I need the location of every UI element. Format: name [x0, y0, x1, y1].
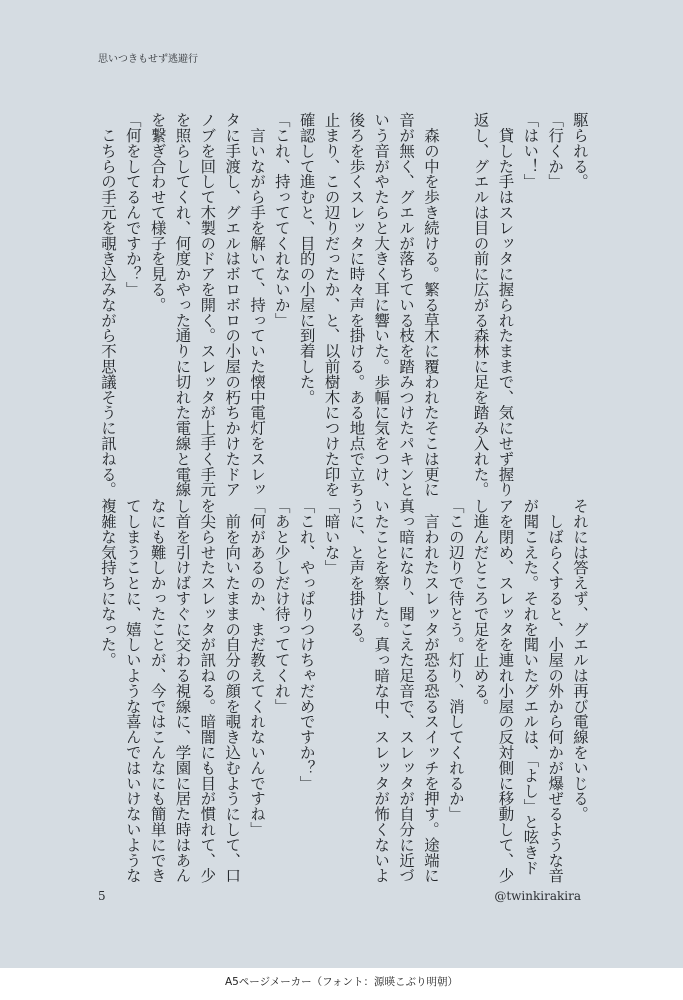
text-line: し首を引けばすぐに交わる視線に、学園に居た時はあん	[173, 498, 192, 883]
text-line: 「これ、やっぱりつけちゃだめですか？」	[297, 498, 316, 791]
text-line: 音が無く、グエルが落ちている枝を踏みつけたパキンと	[397, 112, 416, 497]
text-line: 「この辺りで待とう。灯り、消してくれるか」	[446, 498, 465, 822]
author-handle: @twinkirakira	[494, 889, 581, 903]
text-line: し進んだところで足を止める。	[471, 498, 490, 714]
text-line: 前を向いたままの自分の顔を覗き込むようにして、口	[223, 498, 242, 883]
text-line: しばらくすると、小屋の外から何かが爆ぜるような音	[546, 498, 565, 883]
text-line: 「行くか」	[546, 112, 565, 189]
text-line: 確認して進むと、目的の小屋に到着した。	[297, 112, 316, 405]
text-line: いたことを察した。真っ暗な中、スレッタが怖くないよ	[372, 498, 391, 883]
text-line: なにも難しかったことが、今ではこんなにも簡単にでき	[148, 498, 167, 883]
text-line: いう音がやたらと大きく耳に響いた。歩幅に気をつけ、	[372, 112, 391, 497]
text-line: 貸した手はスレッタに握られたままで、気にせず握り	[496, 112, 515, 497]
text-line: 「暗いな」	[322, 498, 341, 575]
text-line: を繋ぎ合わせて様子を見る。	[148, 112, 167, 313]
text-line: うに、と声を掛ける。	[347, 498, 366, 652]
page-number: 5	[98, 889, 106, 903]
text-block-bottom	[95, 498, 592, 883]
text-line: を照らしてくれ、何度かやった通りに切れた電線と電線	[173, 112, 192, 497]
text-line: 「はい！」	[521, 112, 540, 189]
text-line: 後ろを歩くスレッタに時々声を掛ける。ある地点で立ち	[347, 112, 366, 497]
text-line: こちらの手元を覗き込みながら不思議そうに訊ねる。	[98, 112, 117, 497]
text-line: ノブを回して木製のドアを開く。スレッタが上手く手元	[198, 112, 217, 497]
text-line: 複雑な気持ちになった。	[98, 498, 117, 668]
text-line: が聞こえた。それを聞いたグエルは、「よし」と呟きド	[521, 498, 540, 876]
text-line: タに手渡し、グエルはボロボロの小屋の朽ちかけたドア	[223, 112, 242, 497]
text-line: 言われたスレッタが恐る恐るスイッチを押す。途端に	[421, 498, 440, 883]
text-line: てしまうことに、嬉しいような喜んではいけないような	[123, 498, 142, 883]
text-block-top	[95, 112, 592, 497]
text-line	[443, 112, 468, 497]
text-line: アを閉め、スレッタを連れ小屋の反対側に移動して、少	[496, 498, 515, 883]
running-head-title: 思いつきもせず逃避行	[98, 54, 198, 65]
generator-caption: A5ページメーカー（フォント：源暎こぶり明朝）	[224, 976, 459, 988]
text-line: 返し、グエルは目の前に広がる森林に足を踏み入れた。	[471, 112, 490, 497]
text-line: 駆られる。	[571, 112, 589, 189]
text-line: 「何をしてるんですか？」	[123, 112, 142, 297]
text-line: 真っ暗になり、聞こえた足音で、スレッタが自分に近づ	[397, 498, 416, 883]
text-line: 言いながら手を解いて、持っていた懐中電灯をスレッ	[248, 112, 267, 497]
text-line: それには答えず、グエルは再び電線をいじる。	[571, 498, 589, 822]
text-line: 止まり、この辺りだったか、と、以前樹木につけた印を	[322, 112, 341, 497]
text-line: 「何があるのか、まだ教えてくれないんですね」	[248, 498, 267, 837]
text-line: 「あと少しだけ待っててくれ」	[272, 498, 291, 714]
text-line: を尖らせたスレッタが訊ねる。暗闇にも目が慣れて、少	[198, 498, 217, 883]
text-line: 「これ、持っててくれないか」	[272, 112, 291, 328]
text-line: 森の中を歩き続ける。繁る草木に覆われたそこは更に	[421, 112, 440, 497]
